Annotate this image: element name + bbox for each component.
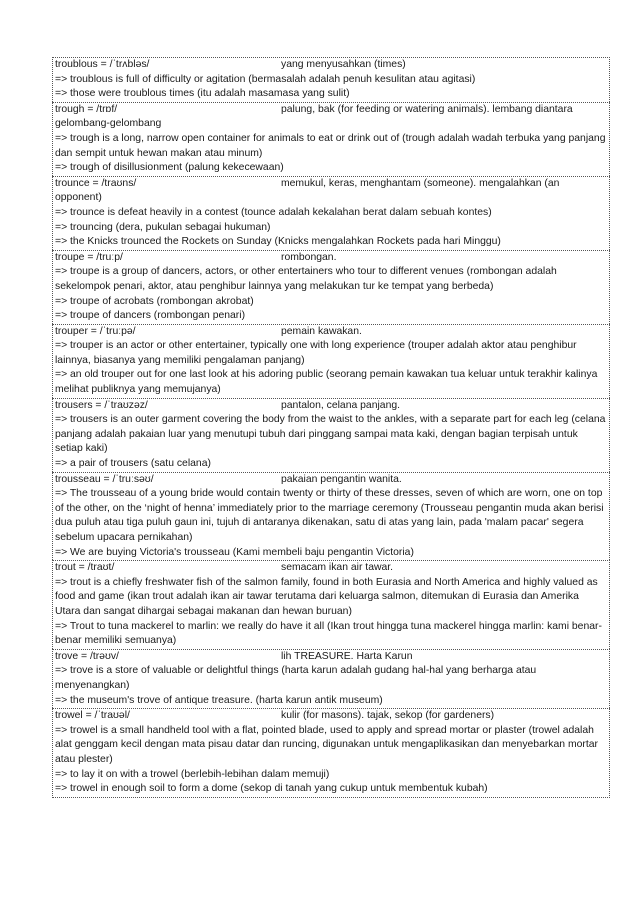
entry-line: => trowel is a small handheld tool with a flat, pointed blade, used to apply and spread mortar or plaster (trowel adalah alat genggam kecil dengan mata pisau datar dan runcing, digunakan untuk mengaplikasikan dan menyebarkan mortar atau plester) [55, 724, 598, 765]
entry-line: => trowel in enough soil to form a dome (sekop di tanah yang cukup untuk membentuk kubah) [55, 783, 488, 795]
entry-term: troublous = /ˈtrʌbləs/ [55, 59, 150, 70]
entry [52, 649, 610, 708]
entry-head [55, 103, 607, 132]
entry [52, 472, 610, 561]
entry-line: => an old trouper out for one last look at his adoring public (seorang pemain kawakan tua keluar untuk terakhir kalinya melihat publiknya yang memujanya) [55, 369, 598, 396]
entry-meaning: memukul, keras, menghantam (someone). mengalahkan (an opponent) [55, 177, 560, 204]
entry-line: => trough is a long, narrow open container for animals to eat or drink out of (trough adalah wadah terbuka yang panjang dan sempit untuk hewan makan atau minum) [55, 132, 606, 159]
entry [52, 324, 610, 398]
entry-head [55, 561, 607, 576]
entry-line: => trove is a store of valuable or delightful things (harta karun adalah gudang hal-hal yang berharga atau menyenangkan) [55, 665, 537, 691]
entry [52, 708, 610, 798]
entry-line: => trouper is an actor or other entertainer, typically one with long experience (trouper adalah aktor atau penghibur lainnya, biasanya yang memiliki pengalaman panjang) [55, 340, 577, 366]
entry-term: trowel = /ˈtraʊəl/ [55, 710, 130, 722]
entry-term: trouper = /ˈtruːpə/ [55, 325, 136, 337]
entry-term: trousseau = /ˈtruːsəʊ/ [55, 473, 154, 485]
entry-line: => trough of disillusionment (palung kekecewaan) [55, 162, 284, 174]
entry-head [55, 473, 607, 488]
entry-head [55, 709, 607, 724]
entry-meaning: semacam ikan air tawar. [281, 562, 394, 574]
entry [52, 102, 610, 176]
entry-head [55, 325, 607, 340]
entry-term: trough = /trɒf/ [55, 103, 118, 115]
entry-line: => the museum's trove of antique treasure. (harta karun antik museum) [55, 694, 383, 706]
entry-line: => trouncing (dera, pukulan sebagai hukuman) [55, 221, 271, 233]
entry-line: => troupe is a group of dancers, actors, or other entertainers who tour to different venues (rombongan adalah sekelompok penari, aktor, atau penghibur lainnya yang melakukan tur ke tempat yang berbeda) [55, 266, 557, 292]
entry-meaning: pakaian pengantin wanita. [281, 473, 402, 485]
entry-term: troupe = /truːp/ [55, 251, 123, 263]
entry-line: => the Knicks trounced the Rockets on Sunday (Knicks mengalahkan Rockets pada hari Minggu) [55, 236, 501, 248]
entry [52, 560, 610, 649]
entry-line: => trousers is an outer garment covering the body from the waist to the ankles, with a separate part for each leg (celana panjang adalah pakaian luar yang menutupi tubuh dari pinggang sampai mata kaki, dengan bagian terpisah untuk setiap kaki) [55, 414, 606, 455]
entry-line: => We are buying Victoria's trousseau (Kami membeli baju pengantin Victoria) [55, 546, 414, 558]
entry-line: => a pair of trousers (satu celana) [55, 458, 211, 470]
entry-line: => The trousseau of a young bride would contain twenty or thirty of these dresses, seven of which are worn, one on top of the other, on the ‘night of henna’ immediately prior to the marriage ceremony (Trousseau pengantin muda akan berisi dua puluh atau tiga puluh gaun ini, tujuh di antaranya dikenakan, satu di atas yang lain, pada 'malam pacar' segera sebelum upacara pernikahan) [55, 488, 604, 543]
entry-line: => troupe of acrobats (rombongan akrobat) [55, 295, 254, 307]
entry-head [55, 251, 607, 266]
entry-meaning: kulir (for masons). tajak, sekop (for gardeners) [281, 710, 495, 722]
entry-term: trousers = /ˈtraʊzəz/ [55, 399, 148, 411]
entry-head [55, 399, 607, 414]
entry-meaning: lih TREASURE. Harta Karun [281, 650, 413, 662]
entry [52, 57, 610, 102]
entry-meaning: yang menyusahkan (times) [281, 59, 406, 70]
entry-line: => Trout to tuna mackerel to marlin: we really do have it all (Ikan trout hingga tuna mackerel hingga marlin: kami benar-benar memiliki semuanya) [55, 620, 602, 647]
entry-meaning: pantalon, celana panjang. [281, 399, 401, 411]
entry-term: trout = /traʊt/ [55, 562, 115, 574]
entry [52, 176, 610, 250]
entry-meaning: rombongan. [281, 251, 337, 263]
entry-line: => trounce is defeat heavily in a contest (tounce adalah kekalahan berat dalam sebuah kontes) [55, 206, 492, 218]
entry-line: => troublous is full of difficulty or agitation (bermasalah adalah penuh kesulitan atau agitasi) [55, 73, 476, 85]
dictionary-sheet [52, 57, 610, 798]
entry-term: trove = /trəʊv/ [55, 650, 119, 662]
entry [52, 250, 610, 324]
entry-head [55, 650, 607, 665]
entry-line: => those were troublous times (itu adalah masamasa yang sulit) [55, 88, 350, 100]
entry-meaning: pemain kawakan. [281, 325, 362, 337]
entry-line: => to lay it on with a trowel (berlebih-lebihan dalam memuji) [55, 768, 330, 780]
entry-head [55, 58, 607, 73]
entry-line: => trout is a chiefly freshwater fish of the salmon family, found in both Eurasia and North America and highly valued as food and game (ikan trout adalah ikan air tawar terutama dari keluarga salmon, ditemukan di Eurasia dan Amerika Utara dan sangat dihargai sebagai makanan dan hewan buruan) [55, 576, 598, 617]
entry-head [55, 177, 607, 206]
entry-meaning: palung, bak (for feeding or watering animals). lembang diantara gelombang-gelombang [55, 103, 573, 130]
entry-line: => troupe of dancers (rombongan penari) [55, 310, 246, 322]
entry-term: trounce = /traʊns/ [55, 177, 137, 189]
entry [52, 398, 610, 472]
